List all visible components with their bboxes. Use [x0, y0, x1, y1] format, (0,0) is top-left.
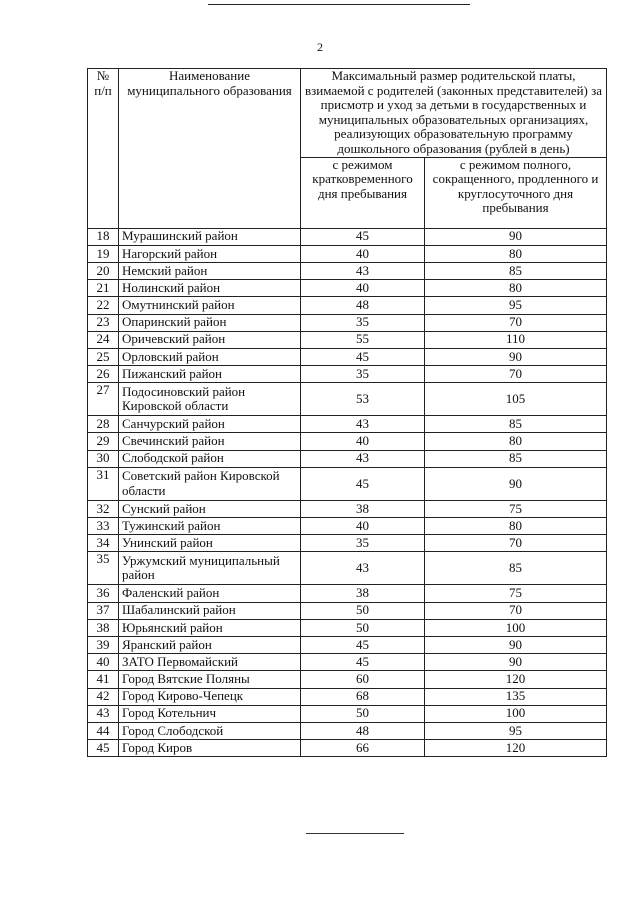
header-number: № п/п	[88, 69, 119, 229]
table-row	[88, 228, 607, 245]
row-number: 44	[88, 722, 119, 739]
row-full-stay-fee: 135	[425, 688, 607, 705]
row-full-stay-fee: 90	[425, 467, 607, 500]
row-municipality: Нагорский район	[119, 245, 301, 262]
row-short-stay-fee: 43	[301, 450, 425, 467]
row-number: 39	[88, 636, 119, 653]
table-row	[88, 636, 607, 653]
header-full-stay: с режимом полного, сокращенного, продленного и круглосуточного дня пребывания	[425, 157, 607, 228]
row-municipality: Нолинский район	[119, 280, 301, 297]
row-number: 41	[88, 671, 119, 688]
row-number: 25	[88, 348, 119, 365]
table-row	[88, 348, 607, 365]
row-short-stay-fee: 40	[301, 280, 425, 297]
row-short-stay-fee: 45	[301, 654, 425, 671]
row-number: 36	[88, 585, 119, 602]
row-short-stay-fee: 35	[301, 535, 425, 552]
row-number: 35	[88, 552, 119, 585]
row-full-stay-fee: 90	[425, 636, 607, 653]
row-municipality: Уржумский муниципальный район	[119, 552, 301, 585]
table-row	[88, 688, 607, 705]
table-row	[88, 500, 607, 517]
row-full-stay-fee: 70	[425, 535, 607, 552]
table-row	[88, 585, 607, 602]
table-row	[88, 383, 607, 416]
table-row	[88, 331, 607, 348]
row-short-stay-fee: 35	[301, 366, 425, 383]
table-body	[88, 228, 607, 757]
row-municipality: Оричевский район	[119, 331, 301, 348]
row-number: 23	[88, 314, 119, 331]
row-short-stay-fee: 43	[301, 552, 425, 585]
table-row	[88, 654, 607, 671]
row-full-stay-fee: 100	[425, 705, 607, 722]
row-full-stay-fee: 95	[425, 722, 607, 739]
row-municipality: Пижанский район	[119, 366, 301, 383]
row-short-stay-fee: 45	[301, 467, 425, 500]
table-row	[88, 671, 607, 688]
row-full-stay-fee: 80	[425, 280, 607, 297]
row-municipality: Подосиновский район Кировской области	[119, 383, 301, 416]
row-number: 42	[88, 688, 119, 705]
row-number: 20	[88, 262, 119, 279]
top-divider	[208, 4, 470, 5]
header-max-fee: Максимальный размер родительской платы, взимаемой с родителей (законных представителей) за присмотр и уход за детьми в государственных и муниципальных образовательных организациях, реализующих образовательную программу дошкольного образования (рублей в день)	[301, 69, 607, 158]
row-short-stay-fee: 50	[301, 705, 425, 722]
row-number: 22	[88, 297, 119, 314]
row-short-stay-fee: 53	[301, 383, 425, 416]
row-full-stay-fee: 85	[425, 450, 607, 467]
header-short-stay: с режимом кратковременного дня пребывания	[301, 157, 425, 228]
row-full-stay-fee: 80	[425, 245, 607, 262]
row-number: 24	[88, 331, 119, 348]
row-full-stay-fee: 80	[425, 518, 607, 535]
row-number: 31	[88, 467, 119, 500]
row-municipality: Унинский район	[119, 535, 301, 552]
parental-fee-table	[87, 68, 607, 757]
row-number: 45	[88, 740, 119, 757]
row-municipality: Город Кирово-Чепецк	[119, 688, 301, 705]
row-short-stay-fee: 68	[301, 688, 425, 705]
row-number: 21	[88, 280, 119, 297]
row-number: 34	[88, 535, 119, 552]
row-full-stay-fee: 105	[425, 383, 607, 416]
table-row	[88, 535, 607, 552]
row-municipality: Сунский район	[119, 500, 301, 517]
row-number: 18	[88, 228, 119, 245]
row-short-stay-fee: 43	[301, 262, 425, 279]
table-row	[88, 297, 607, 314]
row-short-stay-fee: 38	[301, 585, 425, 602]
row-short-stay-fee: 40	[301, 245, 425, 262]
table-row	[88, 416, 607, 433]
table-row	[88, 705, 607, 722]
row-number: 43	[88, 705, 119, 722]
row-full-stay-fee: 110	[425, 331, 607, 348]
row-full-stay-fee: 85	[425, 416, 607, 433]
row-number: 40	[88, 654, 119, 671]
row-short-stay-fee: 43	[301, 416, 425, 433]
row-number: 29	[88, 433, 119, 450]
row-municipality: Город Киров	[119, 740, 301, 757]
row-full-stay-fee: 85	[425, 552, 607, 585]
row-short-stay-fee: 40	[301, 433, 425, 450]
row-number: 33	[88, 518, 119, 535]
row-municipality: Мурашинский район	[119, 228, 301, 245]
table-header-row	[88, 69, 607, 158]
row-full-stay-fee: 75	[425, 500, 607, 517]
table-row	[88, 366, 607, 383]
row-short-stay-fee: 55	[301, 331, 425, 348]
row-short-stay-fee: 45	[301, 636, 425, 653]
row-full-stay-fee: 95	[425, 297, 607, 314]
row-full-stay-fee: 90	[425, 654, 607, 671]
row-municipality: Свечинский район	[119, 433, 301, 450]
table-row	[88, 280, 607, 297]
row-municipality: Тужинский район	[119, 518, 301, 535]
table-row	[88, 740, 607, 757]
row-full-stay-fee: 75	[425, 585, 607, 602]
row-full-stay-fee: 90	[425, 228, 607, 245]
row-municipality: Город Слободской	[119, 722, 301, 739]
table-row	[88, 433, 607, 450]
row-municipality: Город Котельнич	[119, 705, 301, 722]
table-row	[88, 518, 607, 535]
table-row	[88, 450, 607, 467]
row-short-stay-fee: 45	[301, 348, 425, 365]
row-full-stay-fee: 100	[425, 619, 607, 636]
row-full-stay-fee: 70	[425, 602, 607, 619]
row-full-stay-fee: 70	[425, 366, 607, 383]
header-municipality: Наименование муниципального образования	[119, 69, 301, 229]
row-short-stay-fee: 50	[301, 619, 425, 636]
row-short-stay-fee: 45	[301, 228, 425, 245]
table-row	[88, 552, 607, 585]
row-short-stay-fee: 66	[301, 740, 425, 757]
row-municipality: Фаленский район	[119, 585, 301, 602]
row-short-stay-fee: 50	[301, 602, 425, 619]
row-short-stay-fee: 38	[301, 500, 425, 517]
row-number: 28	[88, 416, 119, 433]
row-short-stay-fee: 48	[301, 297, 425, 314]
row-short-stay-fee: 60	[301, 671, 425, 688]
row-municipality: Омутнинский район	[119, 297, 301, 314]
bottom-divider	[306, 833, 404, 834]
row-full-stay-fee: 80	[425, 433, 607, 450]
row-municipality: Слободской район	[119, 450, 301, 467]
row-full-stay-fee: 120	[425, 671, 607, 688]
table-row	[88, 602, 607, 619]
row-short-stay-fee: 40	[301, 518, 425, 535]
row-full-stay-fee: 120	[425, 740, 607, 757]
row-full-stay-fee: 85	[425, 262, 607, 279]
row-municipality: Опаринский район	[119, 314, 301, 331]
row-municipality: ЗАТО Первомайский	[119, 654, 301, 671]
row-number: 26	[88, 366, 119, 383]
page-number: 2	[317, 40, 323, 54]
row-number: 32	[88, 500, 119, 517]
row-municipality: Санчурский район	[119, 416, 301, 433]
table-row	[88, 619, 607, 636]
row-full-stay-fee: 70	[425, 314, 607, 331]
row-municipality: Орловский район	[119, 348, 301, 365]
row-number: 27	[88, 383, 119, 416]
row-municipality: Шабалинский район	[119, 602, 301, 619]
row-municipality: Яранский район	[119, 636, 301, 653]
row-full-stay-fee: 90	[425, 348, 607, 365]
table-row	[88, 722, 607, 739]
row-municipality: Советский район Кировской области	[119, 467, 301, 500]
row-number: 37	[88, 602, 119, 619]
row-municipality: Юрьянский район	[119, 619, 301, 636]
table-row	[88, 245, 607, 262]
row-short-stay-fee: 35	[301, 314, 425, 331]
row-municipality: Немский район	[119, 262, 301, 279]
table-row	[88, 467, 607, 500]
row-short-stay-fee: 48	[301, 722, 425, 739]
table-row	[88, 314, 607, 331]
row-municipality: Город Вятские Поляны	[119, 671, 301, 688]
row-number: 19	[88, 245, 119, 262]
row-number: 30	[88, 450, 119, 467]
row-number: 38	[88, 619, 119, 636]
table-row	[88, 262, 607, 279]
